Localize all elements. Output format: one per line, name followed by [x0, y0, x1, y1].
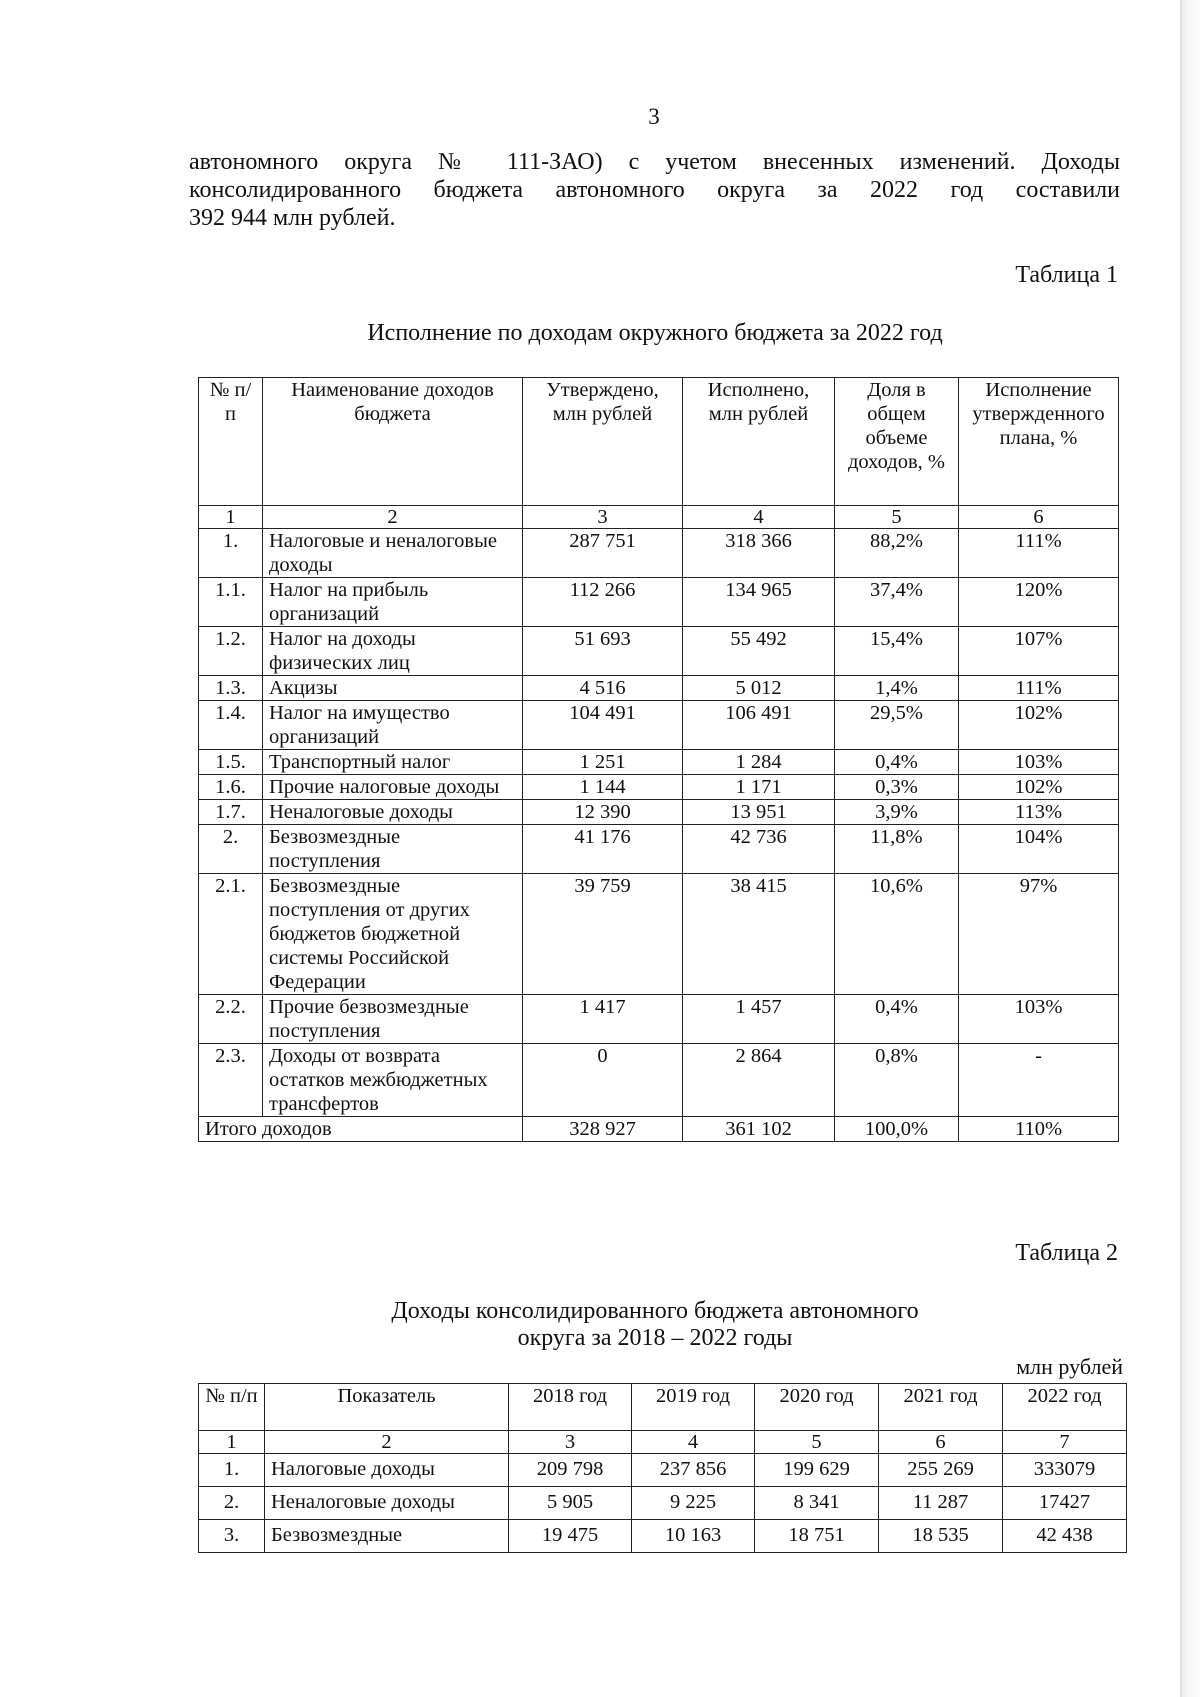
table-cell: 1 251	[523, 750, 683, 775]
table-cell: 107%	[959, 627, 1119, 676]
table-cell: 11,8%	[835, 825, 959, 874]
page-edge-shadow	[1180, 0, 1200, 1697]
table-row	[199, 1520, 1127, 1553]
table-cell: 1 417	[523, 995, 683, 1044]
total-label: Итого доходов	[199, 1117, 523, 1142]
table-cell: 41 176	[523, 825, 683, 874]
table2-body	[199, 1454, 1127, 1553]
table-cell: 2 864	[683, 1044, 835, 1117]
table-cell: 38 415	[683, 874, 835, 995]
table-cell: 0,3%	[835, 775, 959, 800]
table2-title	[240, 1298, 1070, 1352]
table-cell: Транспортный налог	[263, 750, 523, 775]
table1-title: Исполнение по доходам окружного бюджета за 2022 год	[367, 320, 943, 346]
table-cell: 10,6%	[835, 874, 959, 995]
table2-header-cell: 2020 год	[755, 1384, 879, 1431]
column-number: 5	[835, 506, 959, 529]
table-cell: 9 225	[632, 1487, 755, 1520]
table-cell: Доходы от возврата остатков межбюджетных трансфертов	[263, 1044, 523, 1117]
table1-body	[199, 529, 1119, 1117]
table-cell: 0,4%	[835, 750, 959, 775]
table2-title-line: округа за 2018 – 2022 годы	[517, 1325, 793, 1351]
table-cell: 5 012	[683, 676, 835, 701]
table2-header-cell: 2018 год	[509, 1384, 632, 1431]
table-cell: 18 751	[755, 1520, 879, 1553]
table-cell: 2.	[199, 825, 263, 874]
table-row	[199, 995, 1119, 1044]
intro-line: автономного округа № 111-ЗАО) с учетом внесенных изменений. Доходы	[189, 149, 1120, 175]
table1-header-cell: Утверждено, млн рублей	[523, 378, 683, 506]
table-cell: 134 965	[683, 578, 835, 627]
table-cell: 1.5.	[199, 750, 263, 775]
table-cell: 3.	[199, 1520, 265, 1553]
table-cell: 333079	[1003, 1454, 1127, 1487]
table-cell: 1.3.	[199, 676, 263, 701]
table-cell: 1.7.	[199, 800, 263, 825]
table-cell: 3,9%	[835, 800, 959, 825]
table-cell: 1.2.	[199, 627, 263, 676]
table-cell: 55 492	[683, 627, 835, 676]
table-cell: 5 905	[509, 1487, 632, 1520]
table1-header-row	[199, 378, 1119, 506]
table2-consolidated-income	[198, 1383, 1127, 1553]
table-cell: 10 163	[632, 1520, 755, 1553]
table-cell: 111%	[959, 529, 1119, 578]
table-cell: 2.3.	[199, 1044, 263, 1117]
table-cell: 0,4%	[835, 995, 959, 1044]
table-cell: Безвозмездные поступления от других бюджетов бюджетной системы Российской Федерации	[263, 874, 523, 995]
table-cell: 39 759	[523, 874, 683, 995]
table-cell: 1,4%	[835, 676, 959, 701]
table1-header-cell: Наименование доходов бюджета	[263, 378, 523, 506]
table-cell: 1.1.	[199, 578, 263, 627]
total-approved: 328 927	[523, 1117, 683, 1142]
table-cell: 104 491	[523, 701, 683, 750]
table1-header-cell: № п/п	[199, 378, 263, 506]
table-cell: 103%	[959, 995, 1119, 1044]
table-cell: 42 736	[683, 825, 835, 874]
table-cell: 29,5%	[835, 701, 959, 750]
table-cell: 255 269	[879, 1454, 1003, 1487]
table-cell: 104%	[959, 825, 1119, 874]
table-row	[199, 1454, 1127, 1487]
table-cell: 4 516	[523, 676, 683, 701]
table2-header-cell: 2019 год	[632, 1384, 755, 1431]
table2-header-cell: 2021 год	[879, 1384, 1003, 1431]
table1-header-cell: Исполнено, млн рублей	[683, 378, 835, 506]
table2-title-line: Доходы консолидированного бюджета автономного	[391, 1298, 919, 1324]
table2-column-number-row	[199, 1431, 1127, 1454]
table-cell: Налог на доходы физических лиц	[263, 627, 523, 676]
table-row	[199, 800, 1119, 825]
table-cell: 51 693	[523, 627, 683, 676]
column-number: 3	[509, 1431, 632, 1454]
table-cell: 112 266	[523, 578, 683, 627]
table-cell: 0,8%	[835, 1044, 959, 1117]
column-number: 4	[632, 1431, 755, 1454]
table-cell: 199 629	[755, 1454, 879, 1487]
table-row	[199, 825, 1119, 874]
table-cell: Налоговые доходы	[265, 1454, 509, 1487]
column-number: 3	[523, 506, 683, 529]
table-cell: Безвозмездные	[265, 1520, 509, 1553]
table-row	[199, 1044, 1119, 1117]
table-cell: 12 390	[523, 800, 683, 825]
column-number: 1	[199, 1431, 265, 1454]
table-cell: Налог на имущество организаций	[263, 701, 523, 750]
table-row	[199, 578, 1119, 627]
table-cell: 13 951	[683, 800, 835, 825]
table-cell: 1.	[199, 1454, 265, 1487]
table-row	[199, 1487, 1127, 1520]
table-cell: 11 287	[879, 1487, 1003, 1520]
table-cell: Налоговые и неналоговые доходы	[263, 529, 523, 578]
table-row	[199, 627, 1119, 676]
table-row	[199, 775, 1119, 800]
table-cell: Неналоговые доходы	[263, 800, 523, 825]
table1-header-cell: Исполнение утвержденного плана, %	[959, 378, 1119, 506]
intro-line: консолидированного бюджета автономного округа за 2022 год составили	[189, 177, 1120, 203]
table2-header-cell: Показатель	[265, 1384, 509, 1431]
table2-header-row	[199, 1384, 1127, 1431]
table-cell: 88,2%	[835, 529, 959, 578]
table-row	[199, 874, 1119, 995]
table2-header-cell: 2022 год	[1003, 1384, 1127, 1431]
table-cell: -	[959, 1044, 1119, 1117]
table-cell: 120%	[959, 578, 1119, 627]
table-cell: 15,4%	[835, 627, 959, 676]
table-row	[199, 676, 1119, 701]
table1-header-cell: Доля в общем объеме доходов, %	[835, 378, 959, 506]
table-cell: 102%	[959, 701, 1119, 750]
table-cell: 318 366	[683, 529, 835, 578]
table-cell: Неналоговые доходы	[265, 1487, 509, 1520]
table-cell: 106 491	[683, 701, 835, 750]
table1-label: Таблица 1	[1015, 262, 1118, 288]
column-number: 2	[263, 506, 523, 529]
table-cell: Безвозмездные поступления	[263, 825, 523, 874]
column-number: 1	[199, 506, 263, 529]
table-cell: 102%	[959, 775, 1119, 800]
table-cell: 42 438	[1003, 1520, 1127, 1553]
table-cell: 2.2.	[199, 995, 263, 1044]
table-cell: 1.4.	[199, 701, 263, 750]
table-cell: 287 751	[523, 529, 683, 578]
column-number: 5	[755, 1431, 879, 1454]
table-cell: 19 475	[509, 1520, 632, 1553]
table-row	[199, 701, 1119, 750]
table2-units: млн рублей	[1016, 1354, 1123, 1379]
table-cell: 1 457	[683, 995, 835, 1044]
table-cell: Прочие налоговые доходы	[263, 775, 523, 800]
table-cell: 1.	[199, 529, 263, 578]
table-cell: 1 171	[683, 775, 835, 800]
table-cell: 8 341	[755, 1487, 879, 1520]
table-cell: Акцизы	[263, 676, 523, 701]
table-cell: Налог на прибыль организаций	[263, 578, 523, 627]
total-executed: 361 102	[683, 1117, 835, 1142]
table-cell: 1 284	[683, 750, 835, 775]
table2-header-cell: № п/п	[199, 1384, 265, 1431]
table-cell: 2.1.	[199, 874, 263, 995]
table-cell: 1.6.	[199, 775, 263, 800]
table-cell: Прочие безвозмездные поступления	[263, 995, 523, 1044]
table-cell: 103%	[959, 750, 1119, 775]
intro-line: 392 944 млн рублей.	[189, 205, 396, 231]
table2-label: Таблица 2	[1015, 1240, 1118, 1266]
table-cell: 1 144	[523, 775, 683, 800]
table-cell: 111%	[959, 676, 1119, 701]
table-row	[199, 529, 1119, 578]
column-number: 6	[959, 506, 1119, 529]
table-cell: 17427	[1003, 1487, 1127, 1520]
intro-paragraph	[189, 148, 1120, 232]
table-cell: 37,4%	[835, 578, 959, 627]
table-cell: 18 535	[879, 1520, 1003, 1553]
table1-column-number-row	[199, 506, 1119, 529]
page-number: 3	[648, 104, 660, 129]
table1-total-row	[199, 1117, 1119, 1142]
table-cell: 237 856	[632, 1454, 755, 1487]
column-number: 6	[879, 1431, 1003, 1454]
column-number: 4	[683, 506, 835, 529]
column-number: 7	[1003, 1431, 1127, 1454]
table-cell: 97%	[959, 874, 1119, 995]
total-plan-execution: 110%	[959, 1117, 1119, 1142]
table-cell: 2.	[199, 1487, 265, 1520]
table-cell: 209 798	[509, 1454, 632, 1487]
table1-income-execution	[198, 377, 1119, 1142]
table-cell: 113%	[959, 800, 1119, 825]
column-number: 2	[265, 1431, 509, 1454]
table-row	[199, 750, 1119, 775]
total-share: 100,0%	[835, 1117, 959, 1142]
table-cell: 0	[523, 1044, 683, 1117]
